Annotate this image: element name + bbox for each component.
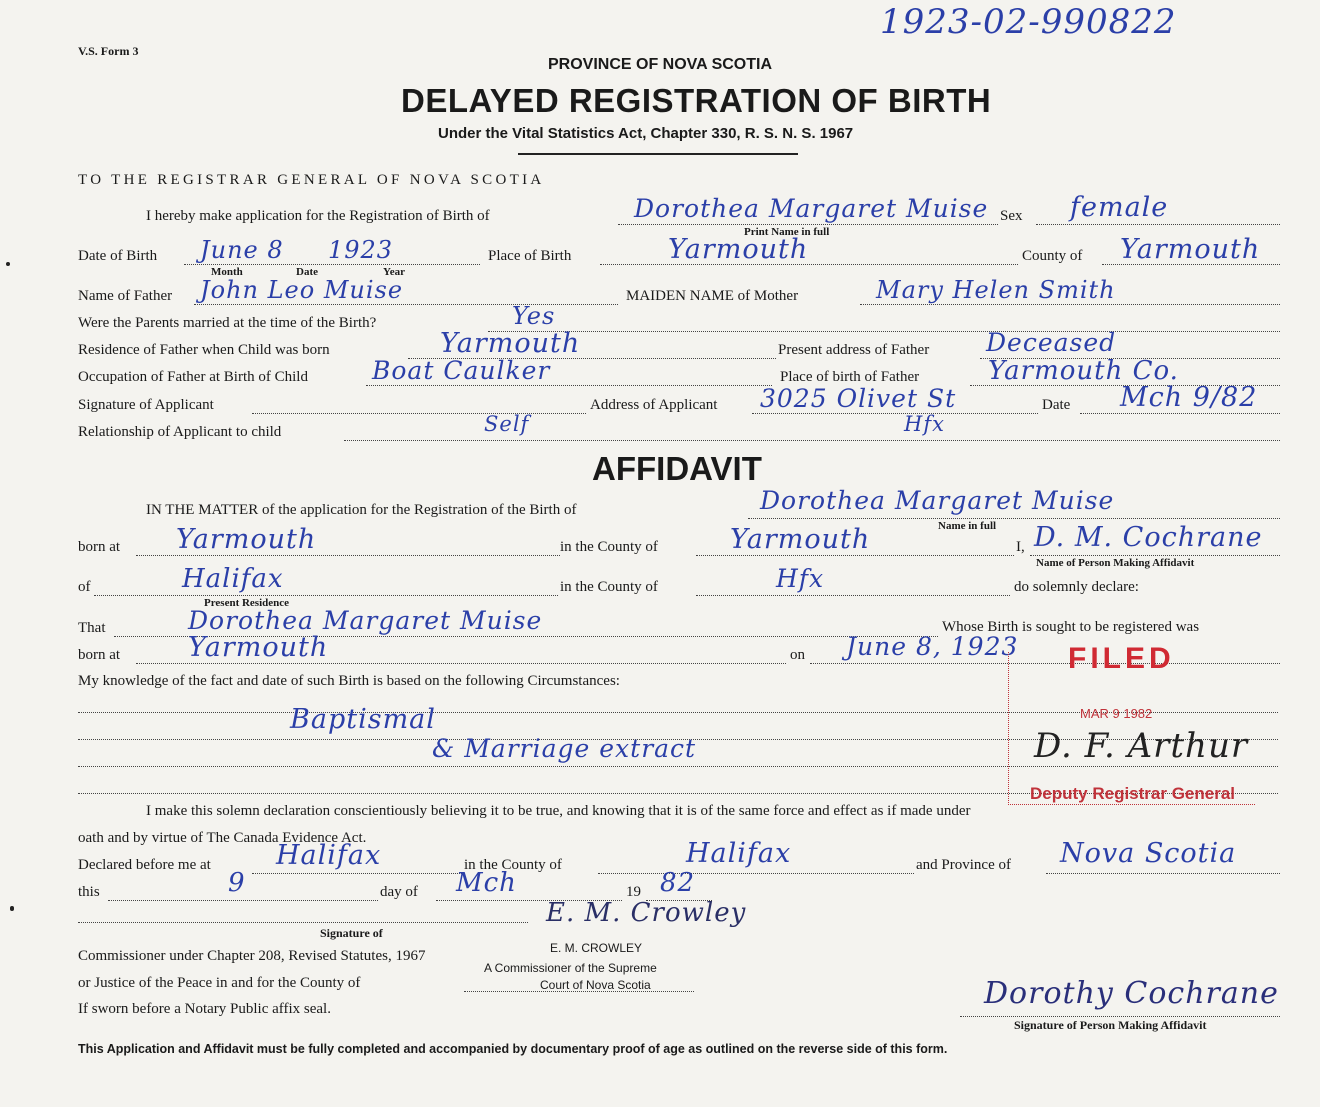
place-birth-value: Yarmouth [668,234,809,265]
occupation-value: Boat Caulker [372,356,551,385]
filed-stamp: FILED [1068,642,1175,675]
date-label: Date [1042,397,1071,413]
maiden-label: MAIDEN NAME of Mother [626,288,799,304]
present-address-value: Deceased [986,328,1117,357]
i-label: I, [1016,539,1025,555]
married-line [488,331,1280,332]
dob-label: Date of Birth [78,248,158,264]
day-of-label: day of [380,884,418,900]
on-label: on [790,647,805,663]
punch-mark [6,262,10,266]
occupation-label: Occupation of Father at Birth of Child [78,369,308,385]
form-code: V.S. Form 3 [78,44,139,58]
declare-label: do solemnly declare: [1014,579,1139,595]
county-label: County of [1022,248,1083,264]
province-heading: PROVINCE OF NOVA SCOTIA [548,56,773,73]
that-label: That [78,620,106,636]
name-in-full-label: Name in full [938,520,997,532]
county-value: Yarmouth [1120,234,1261,265]
sex-value: female [1070,192,1169,223]
relationship-label: Relationship of Applicant to child [78,424,282,440]
address-value-line2: Hfx [904,412,945,436]
born-at-value: Yarmouth [176,524,317,555]
declared-at-value: Halifax [276,840,382,871]
that-value: Dorothea Margaret Muise [188,606,543,635]
residence-value: Yarmouth [440,328,581,359]
maiden-value: Mary Helen Smith [876,276,1116,304]
year-prefix: 19 [626,884,641,900]
file-number: 1923-02-990822 [880,2,1177,42]
signature-label: Signature of Applicant [78,397,214,413]
commissioner-label: Commissioner under Chapter 208, Revised Statutes, 1967 [78,948,426,964]
in-county3-label: in the County of [464,857,562,873]
sex-line [1036,224,1280,225]
solemn-line-1: I make this solemn declaration conscientiously believing it to be true, and knowing that it is of the same force and effect as if made under [146,803,971,819]
declared-before-label: Declared before me at [78,857,211,873]
dob-year: 1923 [328,236,394,264]
province-value: Nova Scotia [1060,838,1237,869]
residence-aff-line [94,595,558,596]
title-rule [518,153,798,155]
punch-mark [10,906,14,911]
born-at2-line [136,663,786,664]
on-value: June 8, 1923 [846,632,1019,661]
in-county-label: in the County of [560,539,658,555]
province-label: and Province of [916,857,1011,873]
form-title: DELAYED REGISTRATION OF BIRTH [401,82,992,119]
name-person-label: Name of Person Making Affidavit [1036,557,1195,569]
whose-birth-label: Whose Birth is sought to be registered was [942,619,1200,635]
in-county2-label: in the County of [560,579,658,595]
commissioner-line1: A Commissioner of the Supreme [484,961,657,975]
month-value: Mch [456,868,517,898]
residence-label: Residence of Father when Child was born [78,342,330,358]
affiant-line [1030,555,1280,556]
married-label: Were the Parents married at the time of the Birth? [78,315,377,331]
child-name-value: Dorothea Margaret Muise [634,194,989,223]
relationship-value: Self [484,412,530,436]
maiden-line [860,304,1280,305]
in-county-line [696,555,1014,556]
married-value: Yes [512,302,556,330]
father-value: John Leo Muise [200,276,404,304]
signature-of-label: Signature of [320,926,383,940]
address-value: 3025 Olivet St [760,384,957,413]
date-sub-label: Date [296,266,318,278]
registrar-signature: D. F. Arthur [1034,726,1249,766]
born-at-label: born at [78,539,121,555]
knowledge-label: My knowledge of the fact and date of such Birth is based on the following Circumstances: [78,673,620,689]
form-subtitle: Under the Vital Statistics Act, Chapter 330, R. S. N. S. 1967 [438,125,854,142]
affiant-residence: Halifax [182,564,284,594]
province-line [1046,873,1280,874]
this-label: this [78,884,100,900]
filed-date: MAR 9 1982 [1080,706,1153,721]
commissioner-sig-line [78,922,528,923]
matter-label: IN THE MATTER of the application for the Registration of the Birth of [146,502,577,518]
occupation-line [366,385,772,386]
in-county-value: Yarmouth [730,524,871,555]
signature-line [252,413,586,414]
commissioner-line2: Court of Nova Scotia [540,978,651,992]
born-at-line [136,555,560,556]
declared-at-line [252,873,462,874]
declared-county-line [598,873,914,874]
father-label: Name of Father [78,288,173,304]
date-line [1080,413,1280,414]
notary-label: If sworn before a Notary Public affix seal. [78,1001,331,1017]
residence-county-line [696,595,1010,596]
day-value: 9 [228,868,246,898]
deputy-registrar: Deputy Registrar General [1030,784,1236,803]
address-label: Address of Applicant [590,397,718,413]
relationship-line [344,440,1280,441]
affidavit-child-name: Dorothea Margaret Muise [760,486,1115,515]
present-residence-label: Present Residence [204,597,290,609]
month-label: Month [211,266,243,278]
affidavit-heading: AFFIDAVIT [592,450,762,487]
print-name-label: Print Name in full [744,226,830,238]
sig-person-label: Signature of Person Making Affidavit [1014,1018,1207,1032]
present-address-label: Present address of Father [778,342,930,358]
commissioner-signature: E. M. Crowley [546,898,747,928]
dob-month-day: June 8 [200,236,284,264]
footer-note: This Application and Affidavit must be fully completed and accompanied by documentary proof of age as outlined on the reverse side of this form. [78,1042,948,1056]
place-birth-line [600,264,1018,265]
circumstance-value-2: & Marriage extract [432,734,697,763]
residence-county-value: Hfx [776,564,825,593]
place-birth-label: Place of Birth [488,248,572,264]
affiant-sig-line [960,1016,1280,1017]
solemn-line-2: oath and by virtue of The Canada Evidence Act. [78,830,367,846]
intro-label: I hereby make application for the Registration of Birth of [146,208,490,224]
born-at2-label: born at [78,647,121,663]
of-label: of [78,579,91,595]
to-registrar: TO THE REGISTRAR GENERAL OF NOVA SCOTIA [78,172,545,188]
address-line [752,413,1038,414]
affiant-value: D. M. Cochrane [1034,522,1263,553]
birthplace-father-label: Place of birth of Father [780,369,920,385]
circumstance-value-1: Baptismal [290,704,436,735]
matter-line [748,518,1280,519]
year-value: 82 [660,868,696,898]
sex-label: Sex [1000,208,1023,224]
affiant-signature: Dorothy Cochrane [984,976,1279,1011]
born-at2-value: Yarmouth [188,632,329,663]
birthplace-father-value: Yarmouth Co. [988,356,1179,386]
dob-line [184,264,480,265]
child-name-line [618,224,998,225]
declared-county-value: Halifax [686,838,792,869]
day-line [108,900,378,901]
year-label: Year [383,266,405,278]
justice-label: or Justice of the Peace in and for the County of [78,975,361,991]
commissioner-name: E. M. CROWLEY [550,941,643,955]
date-value: Mch 9/82 [1120,382,1258,413]
